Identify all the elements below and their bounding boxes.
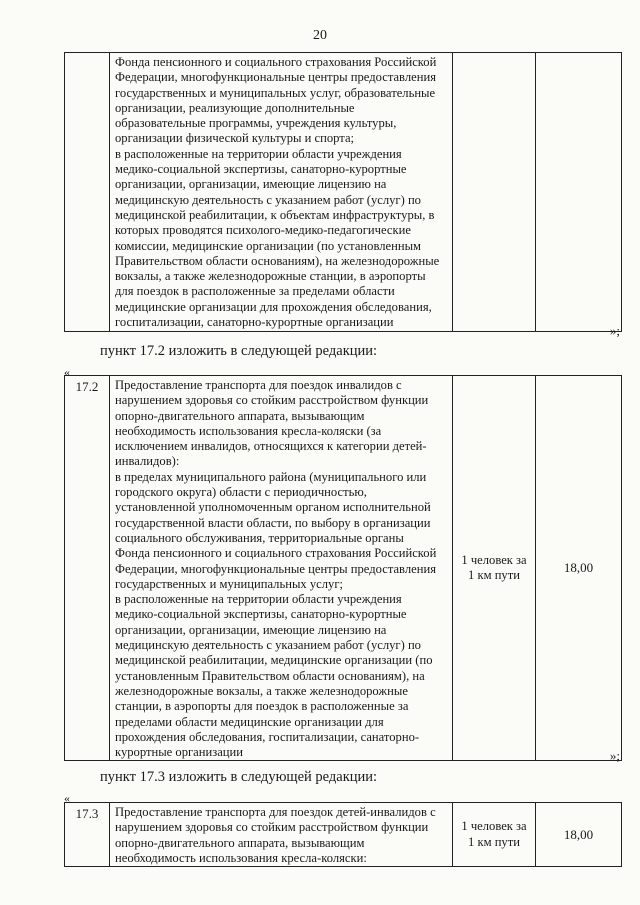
- description-line: нарушением здоровья со стойким расстройством функции: [115, 820, 429, 835]
- description-line: медицинские организации для прохождения обследования,: [115, 299, 432, 314]
- description-line: Фонда пенсионного и социального страхования Российской: [115, 55, 437, 69]
- description-cell: [110, 53, 453, 332]
- description-line: прохождения обследования, госпитализации, санаторно-: [115, 729, 420, 744]
- description-line: курортные организации: [115, 745, 244, 760]
- description-line: опорно-двигательного аппарата, вызывающим: [115, 835, 365, 850]
- description-line: установленным Правительством области основаниям), на: [115, 668, 425, 683]
- description-line: медицинскую деятельность с указанием работ (услуг) по: [115, 638, 421, 653]
- table-row: [65, 53, 622, 332]
- description-line: вокзалы, а также железнодорожные станции, в аэропорты: [115, 269, 426, 284]
- rate-cell: 18,00: [536, 376, 622, 761]
- closing-quote: »;: [609, 748, 620, 763]
- unit-line: 1 человек за: [461, 552, 527, 567]
- table-row: [65, 376, 622, 761]
- page-number: 20: [313, 28, 327, 43]
- description-cell: [110, 376, 453, 761]
- description-line: Предоставление транспорта для поездок инвалидов с: [115, 378, 402, 392]
- description-line: организации, организации, имеющие лицензию на: [115, 177, 387, 192]
- description-line: медицинскую деятельность с указанием работ (услуг) по: [115, 192, 421, 207]
- description-line: необходимость использования кресла-коляски (за: [115, 423, 382, 438]
- description-line: Предоставление транспорта для поездок детей-инвалидов с: [115, 805, 436, 819]
- opening-quote: «: [64, 791, 70, 805]
- description-line: пределами области медицинские организации для: [115, 714, 384, 729]
- item-17-2-table: [64, 375, 622, 761]
- description-line: в расположенные на территории области учреждения: [115, 146, 402, 161]
- unit-cell: [453, 53, 536, 332]
- row-number-cell: [65, 53, 110, 332]
- description-line: станции, в аэропорты для поездок в расположенные за: [115, 699, 409, 714]
- description-line: необходимость использования кресла-коляски:: [115, 850, 367, 865]
- description-line: установленной уполномоченным органом исполнительной: [115, 500, 431, 515]
- continuation-table: [64, 52, 622, 332]
- unit-line: 1 человек за: [461, 819, 527, 834]
- description-line: в расположенные на территории области учреждения: [115, 592, 402, 607]
- description-line: Федерации, многофункциональные центры предоставления: [115, 561, 436, 576]
- description-line: железнодорожные вокзалы, а также железнодорожные: [115, 683, 408, 698]
- rate-cell: 18,00: [536, 803, 622, 867]
- description-line: комиссии, медицинские организации (по установленным: [115, 238, 422, 253]
- amendment-instruction-17-3: пункт 17.3 изложить в следующей редакции:: [100, 769, 378, 785]
- row-number-cell: 17.2: [65, 376, 110, 761]
- description-line: медицинской реабилитации, к объектам инфраструктуры, в: [115, 207, 435, 222]
- description-line: городского округа) области с периодичностью,: [115, 485, 367, 500]
- unit-line: 1 км пути: [468, 568, 520, 583]
- description-line: Федерации, многофункциональные центры предоставления: [115, 70, 436, 85]
- description-line: которых проводятся психолого-медико-педагогические: [115, 223, 411, 238]
- description-line: опорно-двигательного аппарата, вызывающим: [115, 408, 365, 423]
- rate-cell: [536, 53, 622, 332]
- description-line: образовательные программы, учреждения культуры,: [115, 116, 397, 131]
- opening-quote: «: [64, 365, 70, 379]
- description-line: нарушением здоровья со стойким расстройством функции: [115, 393, 429, 408]
- description-line: в пределах муниципального района (муниципального или: [115, 469, 427, 484]
- description-line: организации, организации, имеющие лицензию на: [115, 622, 387, 637]
- description-line: государственных и муниципальных услуг, образовательные: [115, 85, 436, 100]
- description-line: государственной власти области, по выбору в организации: [115, 515, 431, 530]
- description-line: медико-социальной экспертизы, санаторно-курортные: [115, 162, 407, 177]
- description-line: Правительством области основаниям), на железнодорожные: [115, 253, 440, 268]
- description-line: инвалидов):: [115, 454, 180, 469]
- unit-cell: [453, 376, 536, 761]
- description-line: организации физической культуры и спорта;: [115, 131, 355, 146]
- unit-cell: [453, 803, 536, 867]
- description-line: медицинской реабилитации, медицинские организации (по: [115, 653, 433, 668]
- item-17-3-table: [64, 802, 622, 867]
- description-line: медико-социальной экспертизы, санаторно-курортные: [115, 607, 407, 622]
- unit-line: 1 км пути: [468, 834, 520, 849]
- description-line: для поездок в расположенные за пределами области: [115, 284, 395, 299]
- description-line: государственных и муниципальных услуг;: [115, 576, 343, 591]
- description-cell: [110, 803, 453, 867]
- description-line: социального обслуживания, территориальные органы: [115, 530, 404, 545]
- amendment-instruction-17-2: пункт 17.2 изложить в следующей редакции:: [100, 343, 378, 359]
- description-line: организации, реализующие дополнительные: [115, 100, 355, 115]
- row-number-cell: 17.3: [65, 803, 110, 867]
- closing-quote: »;: [609, 323, 620, 338]
- table-row: [65, 803, 622, 867]
- description-line: Фонда пенсионного и социального страхования Российской: [115, 546, 437, 561]
- description-line: исключением инвалидов, относящихся к категории детей-: [115, 439, 427, 454]
- description-line: госпитализации, санаторно-курортные организации: [115, 315, 394, 330]
